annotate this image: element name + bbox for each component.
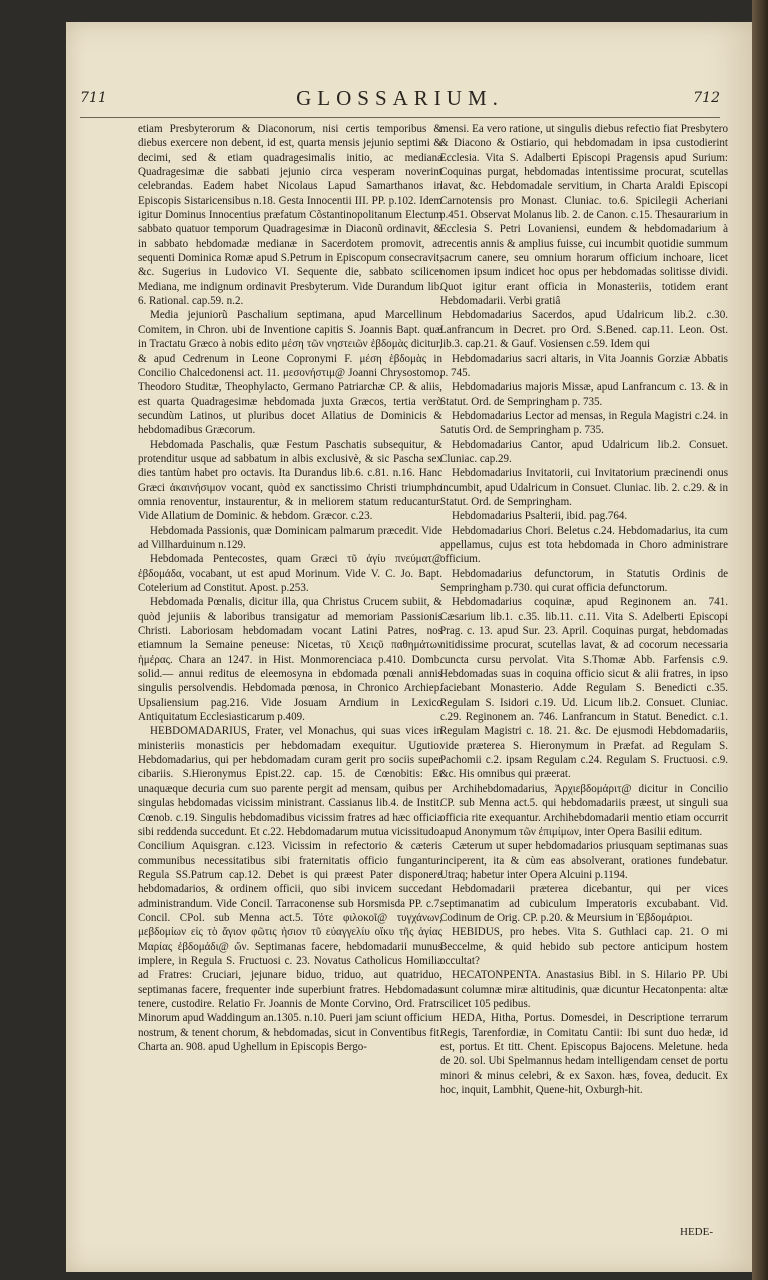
paragraph: mensi. Ea vero ratione, ut singulis diebus refectio fiat Presbytero & Diacono & Ostiario, qui hebdomadam in ipsa custodierint Ecclesia. Vita S. Adalberti Episcopi Pragensis apud Surium: Coquinas purgat, hebdomadas intentissime procurat, scutellas lavat, &c. Hebdomadale servitium, in Charta Araldi Episcopi Carnotensis pro Monast. Cluniac. to.6. Spicilegii Acheriani p.451. Observat Molanus lib. 2. de Canon. c.15. Thesaurarium in Ecclesia S. Petri Lovaniensi, eundem & hebdomadarium à trecentis annis & amplius fuisse, cui incumbit quotidie summum sacrum canere, seu omnium horarum officium inchoare, licet nomen ipsum indicet hoc opus per hebdomadas solitisse dividi. Quot igitur erant officia in Monasteriis, totidem erant Hebdomadarii. Verbi gratiâ	[440, 123, 728, 308]
paragraph: Hebdomadarius coquinæ, apud Reginonem an. 741. Cæsarium lib.1. c.35. lib.11. c.11. Vita S. Adelberti Episcopi Prag. c. 13. apud Sur. 23. April. Coquinas purgat, hebdomadas nitidissime procurat, scutellas lavat, & ad cocorum necessaria cuncta cursu pervolat. Vita S.Thomæ Abb. Farfensis c.9. Hebdomadas suas in coquina officio sicut & alii fratres, in ipso faciebant Monasterio. Adde Regulam S. Benedicti c.35. Regulam S. Isidori c.19. Ud. Licum lib.2. Consuet. Cluniac. c.29. Reginonem an. 746. Lanfrancum in Statut. Benedict. c.1. Regulam Magistri c. 18. 21. &c. De ejusmodi Hebdomadariis, vide præterea S. Hieronymum in Præfat. ad Regulam S. Pachomii c.2. ipsam Regulam c.24. Regulam S. Fructuosi. c.9. &c. His omnibus qui præerat.	[440, 596, 728, 781]
right-column	[440, 122, 728, 1097]
paragraph: Hebdomadarii præterea dicebantur, qui per vices septimanatim ad cubiculum Imperatoris excubabant. Vid. Codinum de Orig. CP. p.20. & Meursium in Ἑβδομάριοι.	[440, 883, 728, 924]
paragraph: Hebdomada Paschalis, quæ Festum Paschatis subsequitur, & protenditur usque ad sabbatum in albis exclusivè, & sic Pascha sex dies tantùm habet pro octavis. Ita Durandus lib.6. c.81. n.16. Hanc Græci ἀκαινήσιμον vocant, quòd ex sanctissimo Christi triumpho omnia renoventur, instaurentur, & in meliorem statum reducantur. Vide Allatium de Dominic. & hebdom. Græcor. c.23.	[138, 438, 442, 523]
paragraph: Hebdomadarius Sacerdos, apud Udalricum lib.2. c.30. Lanfrancum in Decret. pro Ord. S.Bened. cap.11. Leon. Ost. lib.3. cap.21. & Gauf. Vosiensen c.59. Idem qui	[440, 309, 728, 351]
paragraph: Hebdomadarius Psalterii, ibid. pag.764.	[452, 510, 628, 523]
running-header	[80, 86, 720, 116]
paragraph: Hebdomada Passionis, quæ Dominicam palmarum præcedit. Vide ad Villharduinum n.129.	[138, 524, 442, 551]
paragraph: HEBIDUS, pro hebes. Vita S. Guthlaci cap. 21. O mi Beccelme, & quid hebido sub pectore anticipum hostem occultat?	[440, 926, 728, 967]
paragraph: Media jejuniorũ Paschalium septimana, apud Marcellinum Comitem, in Chron. ubi de Inventione capitis S. Joannis Bapt. quæ in Tractatu Græco à nobis edito μέση τῶν νηστειῶν ἑβδομὰς dicitur, & apud Cedrenum in Leone Copronymi F. μέση ἑβδομὰς in Concilio Chalcedonensi act. 11. μεσονήστιμ@ Joanni Chrysostomo, Theodoro Studitæ, Theophylacto, Germano Patriarchæ CP. & aliis, est quarta Quadragesimæ hebdomada juxta Græcos, tertia verò secundùm Latinos, ut pluribus docet Allatius de Dominicis & hebdomadibus Græcorum.	[138, 309, 442, 437]
paragraph: Hebdomada Pentecostes, quam Græci τῦ ἁγίυ πνεύματ@ ἑβδομάδα, vocabant, ut est apud Morinum. Vide V. C. Jo. Bapt. Cotelerium ad Constitut. Apost. p.253.	[138, 553, 442, 594]
paragraph: Hebdomadarius Chori. Beletus c.24. Hebdomadarius, ita cum appellamus, cujus est tota hebdomada in Choro administrare officium.	[440, 524, 728, 566]
paragraph: Hebdomadarius defunctorum, in Statutis Ordinis de Sempringham p.730. qui curat officia defunctorum.	[440, 567, 728, 594]
left-column	[138, 122, 442, 1054]
paragraph: Hebdomadarius Invitatorii, cui Invitatorium præcinendi onus incumbit, apud Udalricum in Consuet. Cluniac. lib. 2. c.29. & in Statut. Ord. de Sempringham.	[440, 467, 728, 508]
paragraph: Hebdomada Pœnalis, dicitur illa, qua Christus Crucem subiit, & quòd jejuniis & laboribus transigatur ad memoriam Passionis Christi. Laboriosam hebdomadam vocant Latini Patres, nos etiamnum la Semaine peneuse: Nicetas, τῦ Χειςῦ παθημάτων ἡμέρας. Chara an 1247. in Hist. Monmorenciaca p.410. Domb. solid.— annui reditus de eleemosyna in ebdomada pœnali annis singulis persolvendis. Hebdomada pœnosa, in Chronico Archiep. Upsaliensium pag.216. Vide Josuam Arndium in Lexico Antiquitatum Ecclesiasticarum p.409.	[138, 596, 442, 724]
paragraph: Hebdomadarius sacri altaris, in Vita Joannis Gorziæ Abbatis p. 745.	[440, 352, 728, 379]
paragraph: Hebdomadarius majoris Missæ, apud Lanfrancum c. 13. & in Statut. Ord. de Sempringham p. 735.	[440, 381, 728, 408]
page-title: GLOSSARIUM.	[296, 86, 504, 110]
paragraph: Hebdomadarius Cantor, apud Udalricum lib.2. Consuet. Cluniac. cap.29.	[440, 438, 728, 465]
page-number-left: 711	[80, 90, 107, 106]
paragraph: Cæterum ut super hebdomadarios priusquam septimanas suas inciperent, ita & cùm eas absolverant, orationes fundebatur. Utraq; habetur inter Opera Alcuini p.1194.	[440, 840, 728, 881]
paragraph: Archihebdomadarius, Ἀρχιεβδομάριτ@ dicitur in Concilio CP. sub Menna act.5. qui hebdomadariis præest, ut singuli sua officia rite exequantur. Archihebdomadarii mentio etiam occurrit apud Anonymum τῶν ἐπιμίμων, inter Opera Basilii editum.	[440, 782, 728, 838]
header-rule	[80, 117, 720, 118]
page-number-right: 712	[693, 90, 720, 106]
paragraph: HEBDOMADARIUS, Frater, vel Monachus, qui suas vices in ministeriis monasticis per hebdomadam exequitur. Ugutio: Hebdomadarius, qui per hebdomadam curam gerit pro sociis super cibariis. S.Hieronymus Epist.22. cap. 15. de Cœnobitis: Et unaquæque decuria cum suo parente pergit ad mensam, quibus per singulas hebdomadas vicissim ministrant. Cassianus lib.4. de Instit. Cœnob. c.19. Singulis hebdomadibus vicissim fratres ad hæc officia sibi reddenda succedunt. Et c.22. Hebdomadarum mutua vicissitudo. Concilium Aquisgran. c.123. Vicissim in refectorio & cæteris communibus necessitatibus sibi fraternitatis officio fungantur. Regula SS.Patrum cap.12. Debet is qui præest Pater disponere hebdomadarios, & ordinem officii, quo sibi invicem succedant administrandum. Vide Concil. Tarraconense sub Horsmisda PP. c.7. Concil. CPol. sub Menna act.5. Τότε φιλοκοῖ@ τυγχάνων, μεβδομίων εἰς τὸ ἄγιον φῶτις ἡσιον τῦ εὐαγγελίυ οἴκυ τῆς ἁγίας Μαρίας ἑβδομάδι@ ὤν. Septimanas facere, hebdomadarii munus implere, in Regula S. Fructuosi c. 23. Novatus Catholicus Homilia ad Fratres: Cruciari, jejunare biduo, triduo, aut quatriduo, septimanas facere, frequenter inde superbiunt fratres. Hebdomadas tenere, custodire. Relatio Fr. Joannis de Monte Corvino, Ord. Fratr. Minorum apud Waddingum an.1305. n.10. Pueri jam sciunt officium nostrum, & tenent chorum, & hebdomadas, sicut in Conventibus fit. Charta an. 908. apud Ughellum in Episcopis Bergo-	[138, 725, 442, 1053]
paragraph: HEDA, Hitha, Portus. Domesdei, in Descriptione terrarum Regis, Tarenfordiæ, in Comitatu Cantii: Ibi sunt duo hedæ, id est, portus. Et titt. Chent. Episcopus Bajocens. Meletune. heda de 20. sol. Ubi Spelmannus hedam intelligendam censet de portu minori & minus celebri, & ex Saxon. hæs, fovea, deducit. Ex hoc, inquit, Lambhit, Quene-hit, Oxburgh-hit.	[440, 1012, 728, 1097]
paragraph: etiam Presbyterorum & Diaconorum, nisi certis temporibus & diebus exercere non debent, id est, quarta mensis jejunio septimi & decimi, sed & etiam quadragesimalis initio, ac mediana Quadragesimæ die sabbati jejunio circa vesperam noverint celebrandas. Eadem habet Nicolaus Lapud Samarthanos in Episcopis Sistaricensibus n.18. Gesta Innocentii III. PP. p.102. Idem igitur Dominus Innocentius præfatum Cõstantinopolitanum Electum sabbato quatuor temporum Quadragesimæ in Diaconũ ordinavit, & in sabbato hebdomadæ medianæ in Sacerdotem promovit, ac sequenti Dominica Romæ apud S.Petrum in Episcopum consecravit, &c. Sugerius in Ludovico VI. Sequente die, sabbato scilicet Mediana, me indignum ordinavit Presbyterum. Vide Durandum lib. 6. Rational. cap.59. n.2.	[138, 123, 442, 308]
paragraph: Hebdomadarius Lector ad mensas, in Regula Magistri c.24. in Satutis Ord. de Sempringham p. 735.	[440, 409, 728, 437]
paragraph: HECATONPENTA. Anastasius Bibl. in S. Hilario PP. Ubi sunt columnæ miræ altitudinis, quæ dicuntur Hecatonpenta: altæ scilicet 105 pedibus.	[440, 969, 728, 1010]
catchword: HEDE-	[680, 1226, 713, 1238]
book-edge	[752, 0, 768, 1280]
